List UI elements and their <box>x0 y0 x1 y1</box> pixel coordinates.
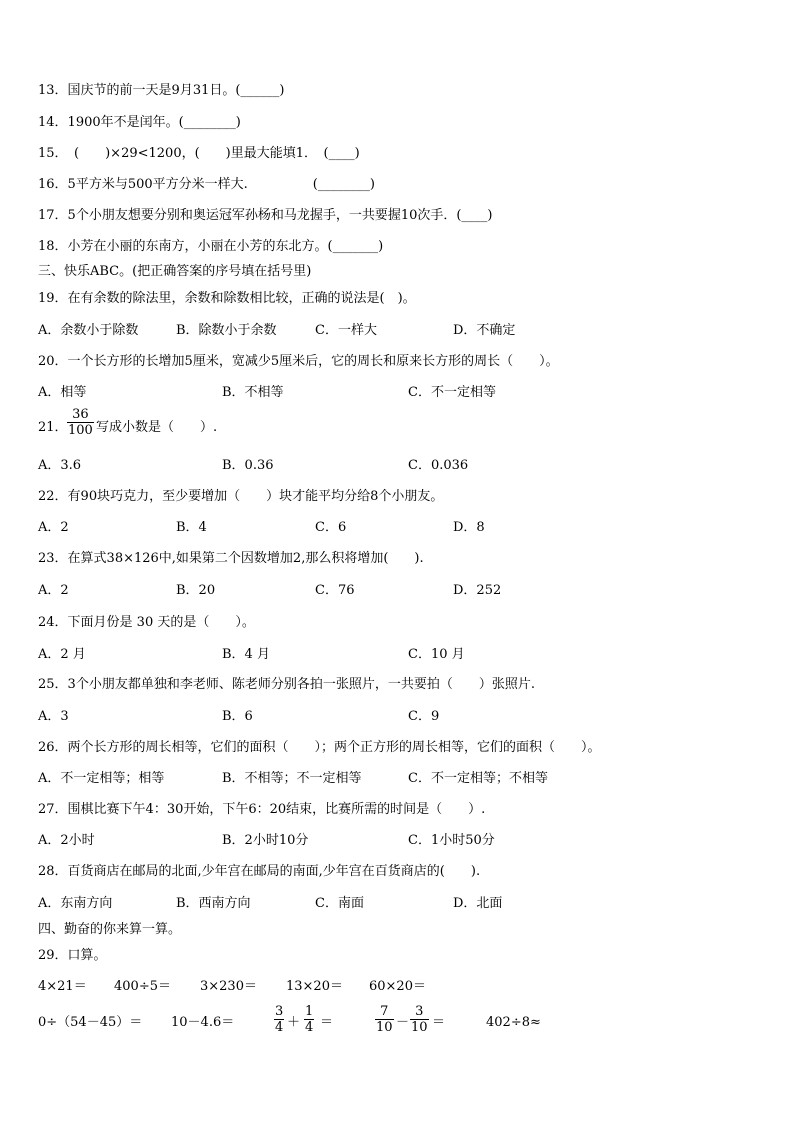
option-d: D．不确定 <box>453 323 516 338</box>
fraction-denominator: 10 <box>376 1020 393 1035</box>
question-19-options <box>38 323 758 339</box>
fraction-numerator: 3 <box>275 1004 284 1019</box>
option-c: C．0.036 <box>408 458 469 473</box>
fraction-denominator: 100 <box>68 423 93 438</box>
option-a: A．3.6 <box>38 458 82 473</box>
question-24: 24．下面月份是 30 天的是（ ）。 <box>38 615 255 630</box>
question-22-options <box>38 520 758 536</box>
question-21-prefix: 21． <box>38 420 68 435</box>
question-23-options <box>38 583 758 599</box>
question-28-options <box>38 896 758 912</box>
calc-item: 3×230＝ <box>200 979 257 994</box>
option-a: A．相等 <box>38 385 87 400</box>
option-c: C．不一定相等 <box>408 385 496 400</box>
option-c: C．9 <box>408 709 440 724</box>
option-b: B．20 <box>176 583 216 598</box>
option-c: C．南面 <box>315 896 364 911</box>
option-d: D．252 <box>453 583 502 598</box>
question-20-options <box>38 385 758 401</box>
question-23: 23．在算式38×126中,如果第二个因数增加2,那么积将增加( ). <box>38 551 424 566</box>
option-c: C．6 <box>315 520 347 535</box>
calc-item: 400÷5＝ <box>114 979 171 994</box>
question-27: 27．围棋比赛下午4：30开始，下午6：20结束，比赛所需的时间是（ ）. <box>38 802 486 817</box>
question-26-options <box>38 771 758 787</box>
question-28: 28．百货商店在邮局的北面,少年宫在邮局的南面,少年宫在百货商店的( ). <box>38 864 481 879</box>
option-b: B．西南方向 <box>176 896 251 911</box>
option-b: B．4 <box>176 520 207 535</box>
calc-item: 13×20＝ <box>286 979 343 994</box>
question-15: 15． ( )×29<1200，( )里最大能填1． (____) <box>38 146 360 161</box>
option-a: A．不一定相等；相等 <box>38 771 165 786</box>
fraction-numerator: 3 <box>410 1004 429 1020</box>
fraction-denominator: 4 <box>305 1020 314 1035</box>
question-13: 13．国庆节的前一天是9月31日。(______) <box>38 83 285 98</box>
option-a: A．2 <box>38 583 69 598</box>
fraction-7-10 <box>375 1004 394 1035</box>
option-b: B．除数小于余数 <box>176 323 277 338</box>
equals-sign: ＝ <box>432 1015 446 1030</box>
question-14: 14．1900年不是闰年。(________) <box>38 115 241 130</box>
option-d: D．北面 <box>453 896 503 911</box>
option-c: C．不一定相等；不相等 <box>408 771 548 786</box>
question-21-options <box>38 458 758 474</box>
question-26: 26．两个长方形的周长相等，它们的面积（ ）；两个正方形的周长相等，它们的面积（ ）。 <box>38 740 601 755</box>
option-c: C．1小时50分 <box>408 833 495 848</box>
fraction-3-10 <box>410 1004 429 1035</box>
question-17: 17．5个小朋友想要分别和奥运冠军孙杨和马龙握手，一共要握10次手．(____) <box>38 208 493 223</box>
section-3-title: 三、快乐ABC。(把正确答案的序号填在括号里) <box>38 264 312 279</box>
minus-operator: － <box>396 1015 410 1030</box>
fraction-numerator: 36 <box>67 407 94 423</box>
option-a: A．东南方向 <box>38 896 113 911</box>
question-25-options <box>38 709 758 725</box>
equals-sign: ＝ <box>320 1015 334 1030</box>
calc-item: 60×20＝ <box>369 979 426 994</box>
option-c: C．一样大 <box>315 323 377 338</box>
option-c: C．10 月 <box>408 647 465 662</box>
option-a: A．余数小于除数 <box>38 323 139 338</box>
fraction-denominator: 4 <box>275 1020 284 1035</box>
question-24-options <box>38 647 758 663</box>
question-29: 29．口算。 <box>38 948 107 963</box>
question-21-suffix: 写成小数是（ ）. <box>96 420 218 435</box>
question-20: 20．一个长方形的长增加5厘米，宽减少5厘米后，它的周长和原来长方形的周长（ ）。 <box>38 354 559 369</box>
question-25: 25．3个小朋友都单独和李老师、陈老师分别各拍一张照片，一共要拍（ ）张照片. <box>38 677 535 692</box>
fraction-3-4 <box>274 1004 284 1035</box>
option-b: B．6 <box>222 709 253 724</box>
option-a: A．2 <box>38 520 69 535</box>
question-19: 19．在有余数的除法里，余数和除数相比较，正确的说法是( )。 <box>38 291 416 306</box>
section-4-title: 四、勤奋的你来算一算。 <box>38 922 182 937</box>
option-b: B．不相等；不一定相等 <box>222 771 362 786</box>
question-22: 22．有90块巧克力，至少要增加（ ）块才能平均分给8个小朋友。 <box>38 489 444 504</box>
option-b: B．2小时10分 <box>222 833 309 848</box>
option-d: D．8 <box>453 520 485 535</box>
fraction-numerator: 7 <box>375 1004 394 1020</box>
calc-item: 10－4.6＝ <box>171 1015 235 1030</box>
option-b: B．不相等 <box>222 385 284 400</box>
option-a: A．2 月 <box>38 647 86 662</box>
fraction-numerator: 1 <box>305 1004 314 1019</box>
plus-operator: ＋ <box>287 1015 301 1030</box>
fraction-denominator: 10 <box>411 1020 428 1035</box>
question-18: 18．小芳在小丽的东南方，小丽在小芳的东北方。(_______) <box>38 239 384 254</box>
question-16: 16．5平方米与500平方分米一样大. (________) <box>38 177 375 192</box>
option-a: A．2小时 <box>38 833 95 848</box>
calc-item: 4×21＝ <box>38 979 87 994</box>
calc-item: 0÷（54－45）＝ <box>38 1015 143 1030</box>
option-a: A．3 <box>38 709 69 724</box>
question-27-options <box>38 833 758 849</box>
calc-item: 402÷8≈ <box>486 1015 541 1030</box>
option-c: C．76 <box>315 583 355 598</box>
fraction-1-4 <box>304 1004 314 1035</box>
option-b: B．0.36 <box>222 458 274 473</box>
option-b: B．4 月 <box>222 647 270 662</box>
fraction-36-100 <box>67 407 94 438</box>
